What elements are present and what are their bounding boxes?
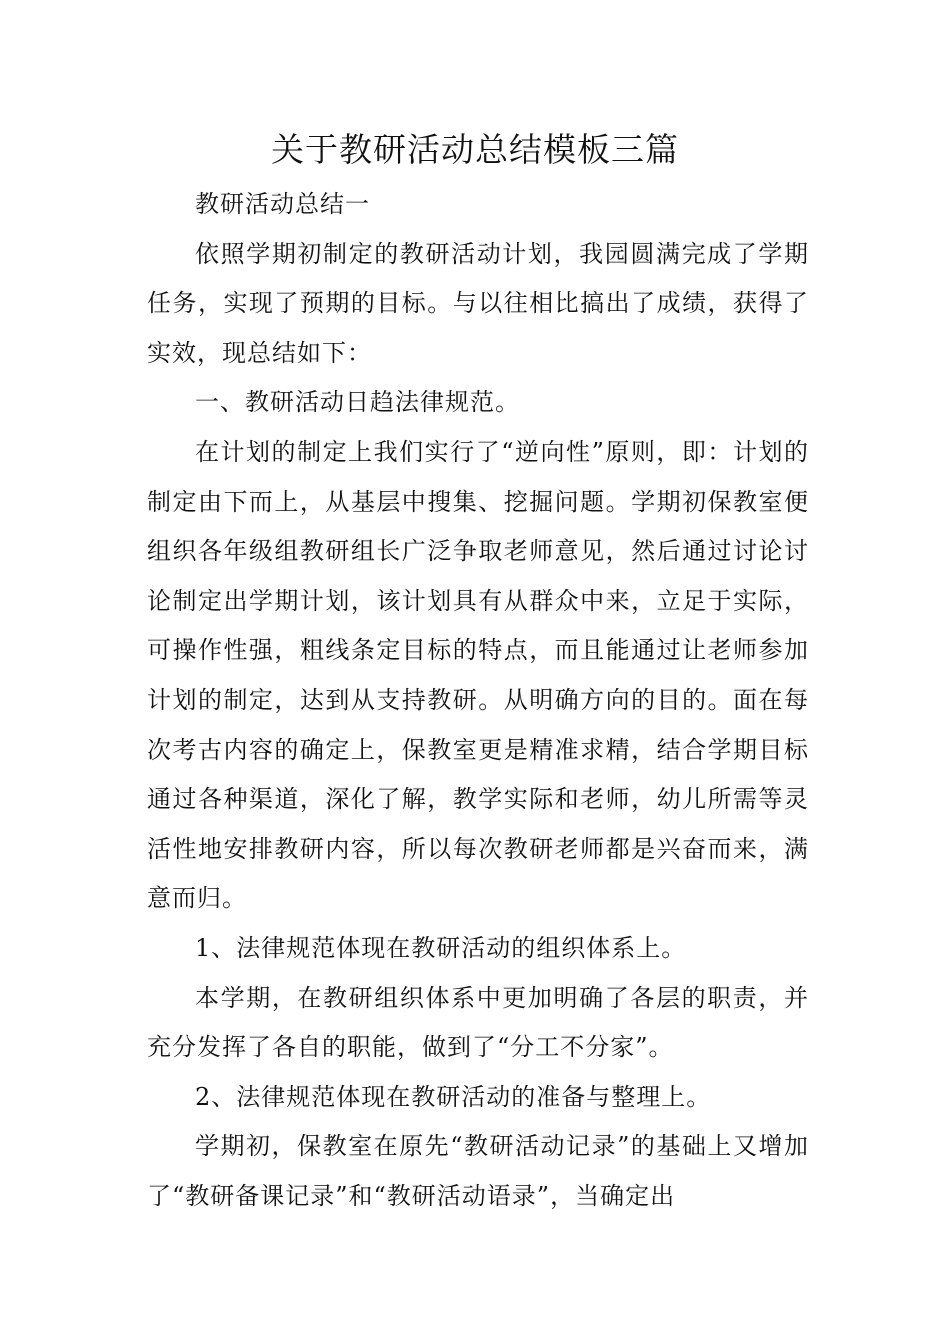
document-title: 关于教研活动总结模板三篇	[271, 130, 679, 169]
section-heading: 一、教研活动日趋法律规范。	[195, 388, 520, 417]
paragraph: 依照学期初制定的教研活动计划，我园圆满完成了学期任务，实现了预期的目标。与以往相比搞出了成绩，获得了实效，现总结如下：	[147, 239, 809, 367]
section-heading: 1、法律规范体现在教研活动的组织体系上。	[195, 933, 687, 962]
paragraph: 本学期，在教研组织体系中更加明确了各层的职责，并充分发挥了各自的职能，做到了“分工不分家”。	[147, 983, 809, 1062]
document-body	[147, 180, 809, 1221]
section-heading: 教研活动总结一	[195, 190, 370, 218]
section-heading: 2、法律规范体现在教研活动的准备与整理上。	[195, 1082, 712, 1111]
paragraph: 在计划的制定上我们实行了“逆向性”原则，即：计划的制定由下而上，从基层中搜集、挖掘问题。学期初保教室便组织各年级组教研组长广泛争取老师意见，然后通过讨论讨论制定出学期计划，该计划具有从群众中来，立足于实际，可操作性强，粗线条定目标的特点，而且能通过让老师参加计划的制定，达到从支持教研。从明确方向的目的。面在每次考古内容的确定上，保教室更是精准求精，结合学期目标通过各种渠道，深化了解，教学实际和老师，幼儿所需等灵活性地安排教研内容，所以每次教研老师都是兴奋而来，满意而归。	[147, 437, 809, 913]
paragraph: 学期初，保教室在原先“教研活动记录”的基础上又增加了“教研备课记录”和“教研活动语录”，当确定出	[147, 1132, 809, 1210]
